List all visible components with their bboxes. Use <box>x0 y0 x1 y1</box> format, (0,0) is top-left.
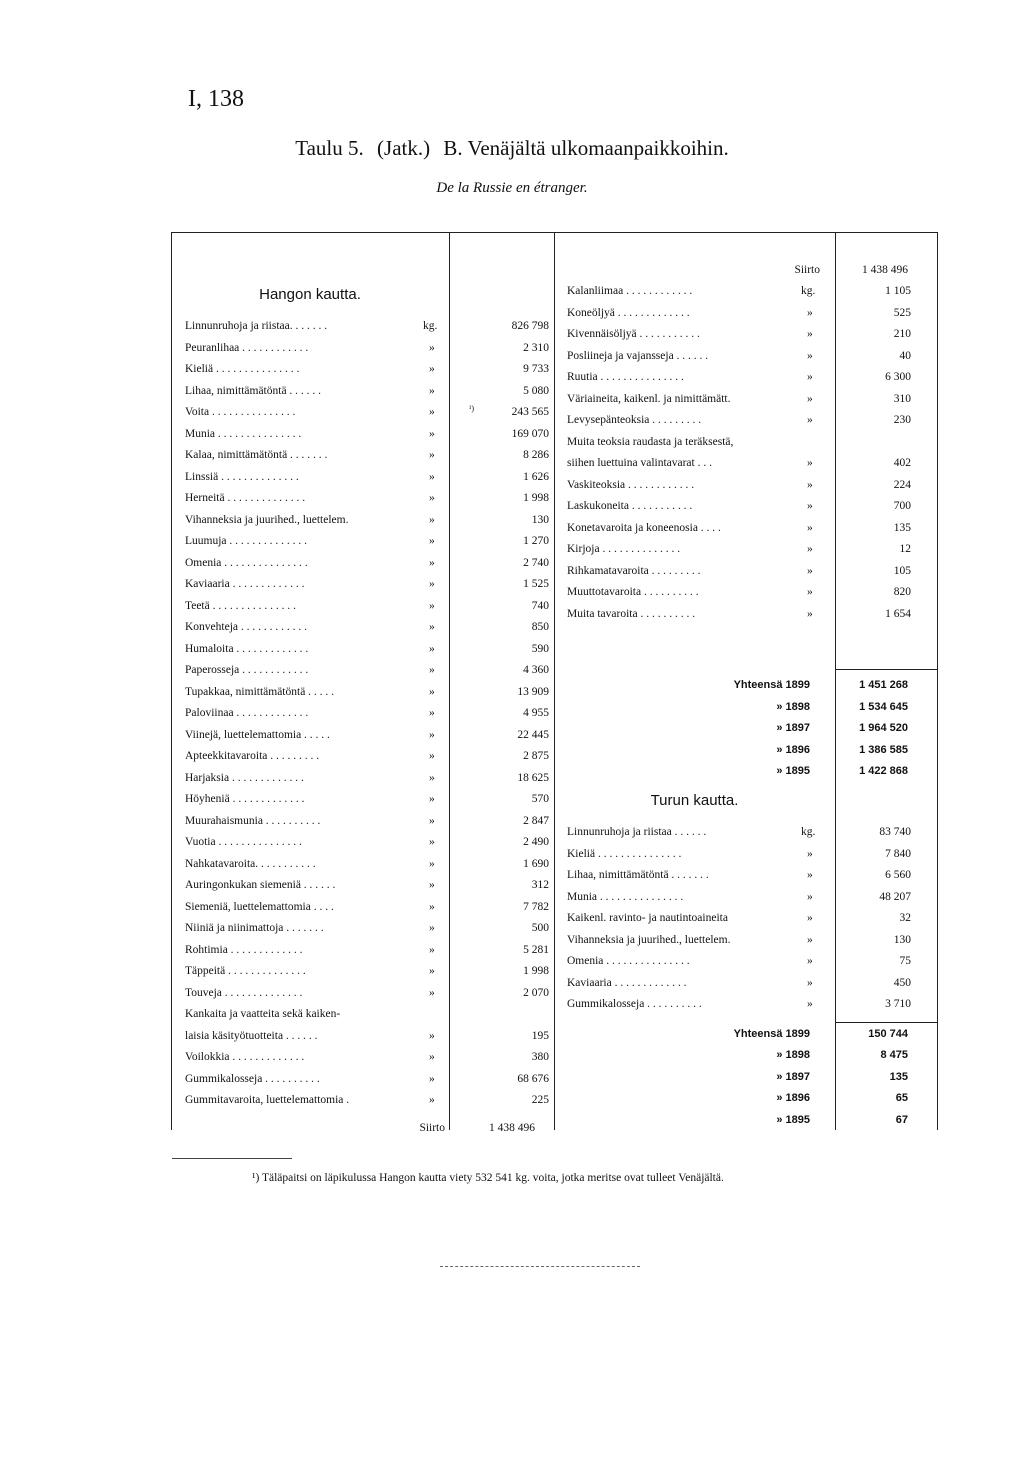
page-number: I, 138 <box>188 86 244 112</box>
row-value: 169 070 <box>511 427 549 440</box>
row-label: Harjaksia . . . . . . . . . . . . . <box>185 771 304 784</box>
footnote-marker: ¹) <box>469 404 475 413</box>
row-label: Lihaa, nimittämätöntä . . . . . . <box>185 384 322 397</box>
turku-total-row <box>554 1045 937 1066</box>
footnote-rule <box>172 1158 292 1159</box>
hanko-row <box>185 789 549 810</box>
row-value: 1 998 <box>523 965 549 977</box>
row-value: 1 626 <box>523 470 549 483</box>
row-unit: » <box>807 306 813 319</box>
hanko-total-row <box>554 675 937 696</box>
continued-note: (Jatk.) <box>377 136 431 160</box>
hanko-row <box>185 596 549 617</box>
row-label: Tupakkaa, nimittämätöntä . . . . . <box>185 685 335 698</box>
row-value: 310 <box>893 392 911 405</box>
hanko-row <box>185 1026 549 1047</box>
row-unit: » <box>429 599 435 612</box>
row-unit: » <box>807 890 813 903</box>
hanko-row <box>185 725 549 746</box>
row-value: 5 080 <box>523 384 549 397</box>
row-label: Munia . . . . . . . . . . . . . . . <box>185 427 302 440</box>
table-right-rule <box>937 232 938 1130</box>
hanko-row <box>185 445 549 466</box>
row-label: » 1896 <box>776 1092 810 1104</box>
row-unit: » <box>429 513 435 526</box>
row-label: Vaskiteoksia . . . . . . . . . . . . <box>567 478 695 491</box>
turku-row <box>567 930 927 951</box>
row-value: 83 740 <box>879 826 911 838</box>
row-label: Linssiä . . . . . . . . . . . . . . <box>185 470 299 483</box>
row-value: 2 490 <box>523 836 549 848</box>
row-value: 1 105 <box>885 285 911 297</box>
row-label: Täppeitä . . . . . . . . . . . . . . <box>185 965 306 977</box>
row-value: 224 <box>893 478 911 491</box>
row-value: 2 070 <box>523 986 549 999</box>
row-label: Viinejä, luettelemattomia . . . . . <box>185 728 330 741</box>
row-label: Muita teoksia raudasta ja teräksestä, <box>567 435 734 448</box>
hanko-row <box>185 1004 545 1025</box>
hanko-right-row <box>567 281 927 302</box>
row-unit: » <box>807 869 813 881</box>
row-label: Gummikalosseja . . . . . . . . . . <box>185 1072 320 1085</box>
row-value: 195 <box>531 1029 549 1042</box>
hanko-row <box>185 768 549 789</box>
row-value: 40 <box>899 349 911 362</box>
row-label: Peuranlihaa . . . . . . . . . . . . <box>185 341 309 354</box>
row-value: 210 <box>893 328 911 340</box>
row-label: Kalaa, nimittämätöntä . . . . . . . <box>185 449 328 461</box>
row-unit: » <box>807 392 813 405</box>
row-label: Auringonkukan siemeniä . . . . . . <box>185 879 336 891</box>
row-value: 150 744 <box>868 1027 908 1040</box>
row-label: » 1895 <box>776 765 810 777</box>
row-label: Kieliä . . . . . . . . . . . . . . . <box>185 363 300 375</box>
row-value: 9 733 <box>523 363 549 375</box>
hanko-row <box>185 875 549 896</box>
row-label: Touveja . . . . . . . . . . . . . . <box>185 986 303 999</box>
row-unit: » <box>807 564 813 577</box>
hanko-row <box>185 854 549 875</box>
hanko-row <box>185 832 549 853</box>
row-unit: » <box>429 922 435 934</box>
row-unit: » <box>429 707 435 719</box>
row-label: Väriaineita, kaikenl. ja nimittämätt. <box>567 392 731 405</box>
hanko-row <box>185 918 549 939</box>
row-label: Muurahaismunia . . . . . . . . . . <box>185 814 321 827</box>
section-title: B. Venäjältä ulkomaanpaikkoihin. <box>443 136 729 160</box>
row-value: 1 998 <box>523 492 549 504</box>
row-unit: » <box>807 414 813 426</box>
row-unit: kg. <box>423 320 438 332</box>
row-value: 130 <box>893 933 911 946</box>
row-unit: » <box>429 1094 435 1106</box>
hanko-row <box>185 983 549 1004</box>
row-label: Kankaita ja vaatteita sekä kaiken- <box>185 1008 341 1020</box>
table-number: Taulu 5. <box>295 136 364 160</box>
row-label: » 1898 <box>776 1049 810 1061</box>
row-label: Linnunruhoja ja riistaa. . . . . . . <box>185 320 328 332</box>
row-label: Vihanneksia ja juurihed., luettelem. <box>567 933 731 946</box>
row-unit: » <box>429 771 435 784</box>
row-unit: » <box>807 521 813 534</box>
row-label: Siirto <box>419 1121 445 1134</box>
row-value: 820 <box>893 586 911 598</box>
row-unit: » <box>429 965 435 977</box>
hanko-row <box>185 402 549 423</box>
row-unit: » <box>429 750 435 762</box>
row-unit: » <box>429 1072 435 1085</box>
row-label: Gummitavaroita, luettelemattomia . <box>185 1094 350 1106</box>
row-label: » 1897 <box>776 1070 810 1083</box>
turku-row <box>567 994 927 1015</box>
row-value: 5 281 <box>523 943 549 956</box>
row-label: Voilokkia . . . . . . . . . . . . . <box>185 1051 305 1063</box>
row-label: laisia käsityötuotteita . . . . . . <box>185 1029 318 1042</box>
row-value: 4 955 <box>523 707 549 719</box>
row-unit: » <box>807 607 813 620</box>
statistics-table <box>171 232 938 1134</box>
table-left-rule <box>171 232 172 1130</box>
row-unit: » <box>429 470 435 483</box>
row-value: 2 875 <box>523 750 549 762</box>
turku-total-row <box>554 1067 937 1088</box>
turku-row <box>567 908 927 929</box>
row-value: 700 <box>893 500 911 512</box>
row-unit: » <box>807 371 813 383</box>
row-value: 230 <box>893 414 911 426</box>
row-value: 1 386 585 <box>859 743 908 756</box>
hanko-right-row <box>567 453 927 474</box>
hanko-total-row <box>554 761 937 782</box>
row-unit: » <box>429 793 435 805</box>
row-unit: » <box>429 492 435 504</box>
row-unit: » <box>429 556 435 569</box>
row-unit: » <box>429 406 435 418</box>
row-value: 12 <box>899 543 911 555</box>
end-rule <box>440 1266 640 1267</box>
page-subtitle: De la Russie en étranger. <box>436 180 588 196</box>
row-unit: » <box>807 955 813 967</box>
row-unit: » <box>429 642 435 655</box>
hanko-right-row <box>567 475 927 496</box>
hanko-row <box>185 897 549 918</box>
hanko-row <box>185 660 549 681</box>
row-label: Siirto <box>794 264 820 276</box>
row-label: Munia . . . . . . . . . . . . . . . <box>567 890 684 903</box>
row-unit: » <box>807 349 813 362</box>
row-unit: » <box>807 976 813 989</box>
row-value: 1 534 645 <box>859 700 908 713</box>
total-rule-turku <box>835 1022 937 1023</box>
row-label: Yhteensä 1899 <box>733 1027 810 1040</box>
row-label: Muita tavaroita . . . . . . . . . . <box>567 607 696 620</box>
hanko-row <box>185 574 549 595</box>
row-value: 2 847 <box>523 814 549 827</box>
section-heading-turku: Turun kautta. <box>650 792 739 809</box>
hanko-right-row <box>567 432 927 453</box>
row-value: 6 300 <box>885 371 911 383</box>
row-unit: » <box>807 500 813 512</box>
turku-row <box>567 973 927 994</box>
row-unit: » <box>807 933 813 946</box>
row-label: Höyheniä . . . . . . . . . . . . . <box>185 793 305 805</box>
hanko-row <box>185 510 549 531</box>
hanko-row <box>185 531 549 552</box>
hanko-row <box>185 1090 549 1111</box>
row-value: 1 422 868 <box>859 765 908 777</box>
row-value: 135 <box>893 521 911 534</box>
hanko-row <box>185 961 549 982</box>
hanko-right-row <box>567 324 927 345</box>
row-unit: » <box>429 384 435 397</box>
row-value: 1 438 496 <box>862 264 908 276</box>
row-value: 1 525 <box>523 578 549 590</box>
row-unit: » <box>807 457 813 469</box>
row-value: 312 <box>531 879 549 891</box>
row-unit: » <box>429 427 435 440</box>
row-value: 6 560 <box>885 869 911 881</box>
row-unit: kg. <box>801 826 816 838</box>
row-label: Herneitä . . . . . . . . . . . . . . <box>185 492 306 504</box>
hanko-right-row <box>567 496 927 517</box>
hanko-right-row <box>567 518 927 539</box>
row-value: 1 964 520 <box>859 722 908 734</box>
hanko-row <box>185 617 549 638</box>
page-title <box>0 136 1024 161</box>
row-label: Vuotia . . . . . . . . . . . . . . . <box>185 836 302 848</box>
row-label: Voita . . . . . . . . . . . . . . . <box>185 406 296 418</box>
row-value: 3 710 <box>885 998 911 1010</box>
row-label: Yhteensä 1899 <box>733 679 810 691</box>
row-label: » 1895 <box>776 1113 810 1126</box>
row-value: 67 <box>895 1113 908 1126</box>
turku-total-row <box>554 1024 937 1045</box>
row-label: Nahkatavaroita. . . . . . . . . . . <box>185 857 316 870</box>
total-rule-hanko <box>835 669 937 670</box>
row-label: Vihanneksia ja juurihed., luettelem. <box>185 513 349 526</box>
row-value: 18 625 <box>517 771 549 784</box>
row-value: 740 <box>531 599 549 612</box>
row-unit: » <box>429 535 435 547</box>
row-label: Teetä . . . . . . . . . . . . . . . <box>185 599 296 612</box>
hanko-row <box>185 338 549 359</box>
row-label: Kaviaaria . . . . . . . . . . . . . <box>567 976 687 989</box>
row-label: Paloviinaa . . . . . . . . . . . . . <box>185 707 309 719</box>
row-unit: » <box>429 341 435 354</box>
hanko-right-row <box>567 604 927 625</box>
row-label: Omenia . . . . . . . . . . . . . . . <box>185 556 308 569</box>
row-value: 1 690 <box>523 857 549 870</box>
row-label: Lihaa, nimittämätöntä . . . . . . . <box>567 869 709 881</box>
hanko-row <box>185 316 549 337</box>
footnote: ¹) Täläpaitsi on läpikulussa Hangon kautta viety 532 541 kg. voita, jotka meritse ovat tulleet Venäjältä. <box>252 1172 724 1184</box>
row-label: » 1896 <box>776 743 810 756</box>
row-unit: » <box>429 836 435 848</box>
row-value: 32 <box>899 912 911 924</box>
row-unit: » <box>429 857 435 870</box>
row-value: 2 740 <box>523 556 549 569</box>
row-value: 590 <box>531 642 549 655</box>
row-unit: » <box>429 986 435 999</box>
row-unit: » <box>807 328 813 340</box>
row-label: Kirjoja . . . . . . . . . . . . . . <box>567 543 681 555</box>
hanko-row <box>185 467 549 488</box>
row-unit: » <box>807 586 813 598</box>
row-unit: » <box>429 621 435 633</box>
hanko-total-row <box>554 740 937 761</box>
row-value: 105 <box>893 564 911 577</box>
row-unit: kg. <box>801 285 816 297</box>
row-unit: » <box>429 1029 435 1042</box>
hanko-right-row <box>567 367 927 388</box>
hanko-row <box>185 553 549 574</box>
hanko-row <box>185 381 549 402</box>
hanko-row <box>185 1047 549 1068</box>
turku-row <box>567 865 927 886</box>
turku-row <box>567 951 927 972</box>
row-unit: » <box>429 578 435 590</box>
row-label: Posliineja ja vajansseja . . . . . . <box>567 349 709 362</box>
turku-row <box>567 822 927 843</box>
row-value: 380 <box>531 1051 549 1063</box>
row-unit: » <box>429 363 435 375</box>
row-value: 7 782 <box>523 900 549 913</box>
row-value: 850 <box>531 621 549 633</box>
hanko-right-row <box>567 561 927 582</box>
row-value: 402 <box>893 457 911 469</box>
row-label: Omenia . . . . . . . . . . . . . . . <box>567 955 690 967</box>
row-unit: » <box>429 664 435 676</box>
hanko-row <box>185 424 549 445</box>
row-value: 500 <box>531 922 549 934</box>
row-value: 225 <box>531 1094 549 1106</box>
turku-row <box>567 844 927 865</box>
row-label: Koneöljyä . . . . . . . . . . . . . <box>567 306 690 319</box>
row-label: Kivennäisöljyä . . . . . . . . . . . <box>567 328 700 340</box>
hanko-right-row <box>567 303 927 324</box>
row-unit: » <box>429 1051 435 1063</box>
hanko-row <box>185 639 549 660</box>
row-label: » 1897 <box>776 722 810 734</box>
row-label: Humaloita . . . . . . . . . . . . . <box>185 642 309 655</box>
row-value: 75 <box>899 955 911 967</box>
row-value: 8 286 <box>523 449 549 461</box>
row-value: 130 <box>531 513 549 526</box>
row-value: 2 310 <box>523 341 549 354</box>
hanko-row <box>185 746 549 767</box>
row-unit: » <box>807 998 813 1010</box>
row-unit: » <box>429 449 435 461</box>
row-unit: » <box>807 912 813 924</box>
row-label: Luumuja . . . . . . . . . . . . . . <box>185 535 308 547</box>
carry-in-row <box>554 260 937 281</box>
row-value: 13 909 <box>517 685 549 698</box>
hanko-row <box>185 682 549 703</box>
row-label: Rohtimia . . . . . . . . . . . . . <box>185 943 303 956</box>
row-value: 7 840 <box>885 847 911 860</box>
row-unit: » <box>807 847 813 860</box>
row-value: 826 798 <box>511 320 549 332</box>
row-value: 135 <box>889 1070 908 1083</box>
row-label: Konetavaroita ja koneenosia . . . . <box>567 521 721 534</box>
row-label: Linnunruhoja ja riistaa . . . . . . <box>567 826 707 838</box>
row-value: 243 565 <box>511 406 549 418</box>
hanko-row <box>185 1069 549 1090</box>
row-unit: » <box>429 943 435 956</box>
row-label: » 1898 <box>776 700 810 713</box>
turku-total-row <box>554 1110 937 1131</box>
row-unit: » <box>807 543 813 555</box>
hanko-right-row <box>567 539 927 560</box>
hanko-right-row <box>567 346 927 367</box>
row-label: Gummikalosseja . . . . . . . . . . <box>567 998 702 1010</box>
row-label: Paperosseja . . . . . . . . . . . . <box>185 664 309 676</box>
row-value: 1 451 268 <box>859 679 908 691</box>
row-label: Niiniä ja niinimattoja . . . . . . . <box>185 922 324 934</box>
row-unit: » <box>807 478 813 491</box>
row-value: 525 <box>893 306 911 319</box>
row-label: Levysepänteoksia . . . . . . . . . <box>567 414 702 426</box>
hanko-row <box>185 703 549 724</box>
row-value: 4 360 <box>523 664 549 676</box>
row-label: Kaviaaria . . . . . . . . . . . . . <box>185 578 305 590</box>
row-label: Kalanliimaa . . . . . . . . . . . . <box>567 285 693 297</box>
row-value: 65 <box>895 1092 908 1104</box>
row-value: 1 270 <box>523 535 549 547</box>
hanko-right-row <box>567 389 927 410</box>
hanko-carry-row <box>371 1118 551 1139</box>
turku-row <box>567 887 927 908</box>
row-value: 1 654 <box>885 607 911 620</box>
hanko-row <box>185 488 549 509</box>
row-value: 22 445 <box>517 728 549 741</box>
hanko-row <box>185 940 549 961</box>
row-label: Kaikenl. ravinto- ja nautintoaineita <box>567 912 728 924</box>
row-label: Kieliä . . . . . . . . . . . . . . . <box>567 847 682 860</box>
hanko-right-row <box>567 410 927 431</box>
row-label: Siemeniä, luettelemattomia . . . . <box>185 900 334 913</box>
row-value: 450 <box>893 976 911 989</box>
row-label: siihen luettuina valintavarat . . . <box>567 457 712 469</box>
row-label: Rihkamatavaroita . . . . . . . . . <box>567 564 701 577</box>
row-label: Laskukoneita . . . . . . . . . . . <box>567 500 693 512</box>
hanko-row <box>185 359 549 380</box>
row-value: 570 <box>531 793 549 805</box>
row-label: Apteekkitavaroita . . . . . . . . . <box>185 750 320 762</box>
row-value: 8 475 <box>880 1049 908 1061</box>
hanko-row <box>185 811 549 832</box>
row-unit: » <box>429 900 435 913</box>
hanko-right-row <box>567 582 927 603</box>
hanko-total-row <box>554 697 937 718</box>
row-value: 1 438 496 <box>489 1121 535 1134</box>
row-value: 68 676 <box>517 1072 549 1085</box>
section-heading-hanko: Hangon kautta. <box>259 286 361 303</box>
row-unit: » <box>429 685 435 698</box>
row-label: Ruutia . . . . . . . . . . . . . . . <box>567 371 684 383</box>
row-unit: » <box>429 814 435 827</box>
hanko-total-row <box>554 718 937 739</box>
turku-total-row <box>554 1088 937 1109</box>
row-label: Muuttotavaroita . . . . . . . . . . <box>567 586 699 598</box>
row-unit: » <box>429 879 435 891</box>
row-unit: » <box>429 728 435 741</box>
row-value: 48 207 <box>879 890 911 903</box>
row-label: Konvehteja . . . . . . . . . . . . <box>185 621 308 633</box>
